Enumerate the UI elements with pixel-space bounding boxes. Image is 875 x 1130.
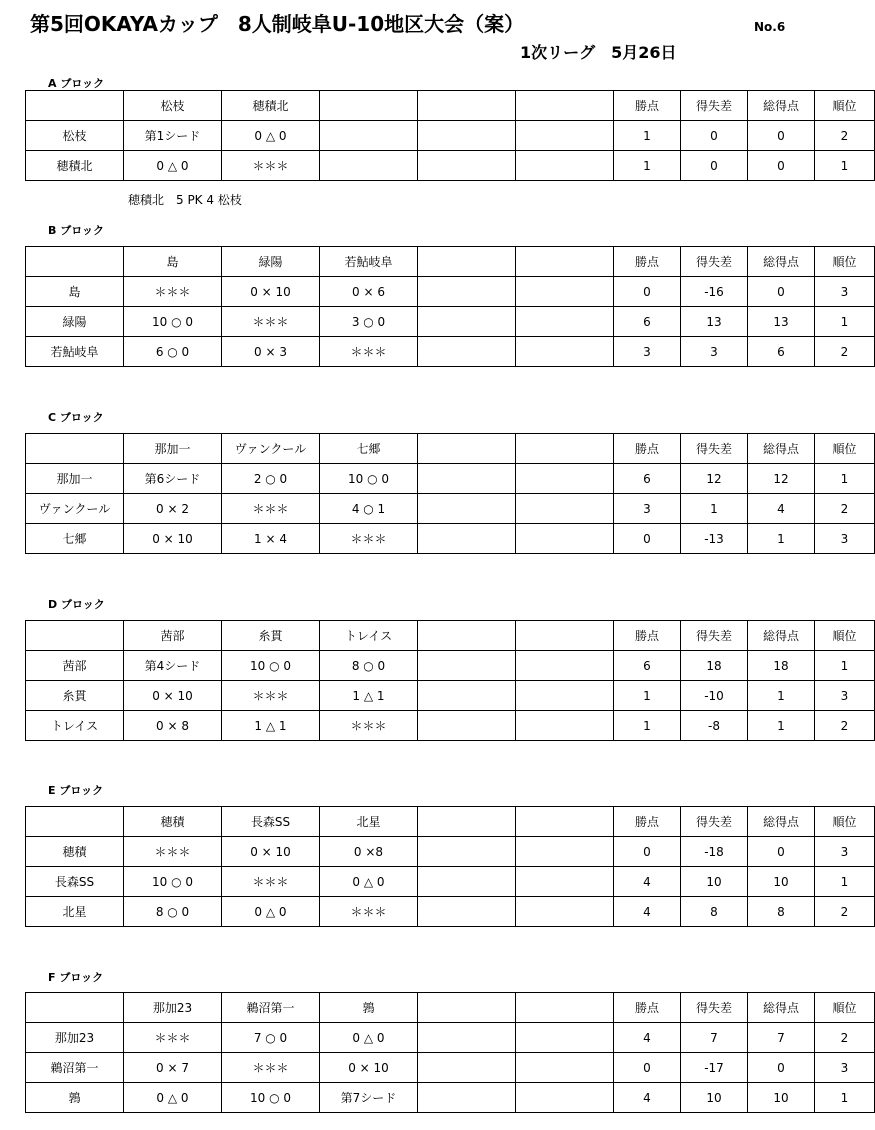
block-e-table [25,806,875,927]
stat-cell: 1 [614,151,681,181]
stat-cell: 3 [681,337,748,367]
column-header-stat: 総得点 [748,621,815,651]
row-team-name: トレイス [26,711,124,741]
empty-cell [516,681,614,711]
empty-cell [418,434,516,464]
table-row [26,897,875,927]
match-result-cell: 10 ○ 0 [124,867,222,897]
row-team-name: 茜部 [26,651,124,681]
page-title: 第5回OKAYAカップ 8人制岐阜U-10地区大会（案） [30,12,525,36]
stat-cell: 1 [815,867,875,897]
table-row [26,867,875,897]
stat-cell: 1 [815,307,875,337]
match-result-cell: 0 ×8 [320,837,418,867]
stat-cell: 0 [681,121,748,151]
block-e-label: E ブロック [48,784,104,797]
match-result-cell: ＊＊＊ [124,837,222,867]
stat-cell: 2 [815,897,875,927]
column-header-stat: 総得点 [748,247,815,277]
match-result-cell: 第6シード [124,464,222,494]
stat-cell: 3 [815,524,875,554]
column-header-stat: 得失差 [681,91,748,121]
match-result-cell: 4 ○ 1 [320,494,418,524]
match-result-cell: 1 △ 1 [320,681,418,711]
stat-cell: 6 [614,651,681,681]
column-header-team: 鶉 [320,993,418,1023]
stat-cell: -10 [681,681,748,711]
match-result-cell: 10 ○ 0 [124,307,222,337]
stat-cell: 1 [748,524,815,554]
match-result-cell: 0 × 10 [124,524,222,554]
empty-cell [320,151,418,181]
empty-cell [418,807,516,837]
stat-cell: 10 [681,1083,748,1113]
stat-cell: 13 [681,307,748,337]
stat-cell: 3 [815,1053,875,1083]
match-result-cell: ＊＊＊ [124,277,222,307]
empty-cell [516,464,614,494]
match-result-cell: 0 × 3 [222,337,320,367]
column-header-stat: 得失差 [681,434,748,464]
stat-cell: 1 [748,711,815,741]
empty-cell [418,464,516,494]
column-header-team: 若鮎岐阜 [320,247,418,277]
stat-cell: 2 [815,337,875,367]
stat-cell: 18 [681,651,748,681]
match-result-cell: 0 × 6 [320,277,418,307]
table-header-row [26,621,875,651]
empty-cell [418,307,516,337]
column-header-team: 穂積 [124,807,222,837]
empty-cell [418,1053,516,1083]
stat-cell: 1 [748,681,815,711]
table-row [26,651,875,681]
column-header-stat: 得失差 [681,621,748,651]
empty-cell [418,524,516,554]
table-row [26,837,875,867]
stat-cell: -18 [681,837,748,867]
match-result-cell: ＊＊＊ [320,524,418,554]
column-header-stat: 勝点 [614,993,681,1023]
row-team-name: 緑陽 [26,307,124,337]
stat-cell: 0 [614,277,681,307]
stat-cell: 1 [815,151,875,181]
table-header-row [26,434,875,464]
table-row [26,464,875,494]
empty-cell [418,621,516,651]
table-row [26,1023,875,1053]
stat-cell: 3 [815,681,875,711]
column-header-stat: 順位 [815,807,875,837]
column-header-stat: 勝点 [614,91,681,121]
row-team-name: 鶉 [26,1083,124,1113]
column-header-stat: 得失差 [681,807,748,837]
empty-cell [418,337,516,367]
stat-cell: 2 [815,494,875,524]
empty-cell [418,1023,516,1053]
match-result-cell: ＊＊＊ [222,681,320,711]
column-header-stat: 勝点 [614,807,681,837]
empty-cell [516,277,614,307]
stat-cell: 10 [748,1083,815,1113]
table-header-row [26,807,875,837]
match-result-cell: 0 △ 0 [222,897,320,927]
column-header-stat: 勝点 [614,247,681,277]
table-row [26,711,875,741]
column-header-team: 糸貫 [222,621,320,651]
stat-cell: 1 [614,711,681,741]
empty-cell [320,121,418,151]
empty-cell [516,337,614,367]
match-result-cell: ＊＊＊ [222,494,320,524]
stat-cell: 2 [815,121,875,151]
match-result-cell: 7 ○ 0 [222,1023,320,1053]
column-header-team: 松枝 [124,91,222,121]
empty-cell [516,621,614,651]
column-header-team: トレイス [320,621,418,651]
stat-cell: 0 [748,837,815,867]
stat-cell: 7 [748,1023,815,1053]
block-d-label: D ブロック [48,598,105,611]
match-result-cell: 0 △ 0 [124,1083,222,1113]
stat-cell: 6 [614,464,681,494]
column-header-stat: 順位 [815,247,875,277]
stat-cell: 13 [748,307,815,337]
empty-cell [418,121,516,151]
column-header-stat: 順位 [815,621,875,651]
empty-cell [516,1023,614,1053]
empty-cell [516,151,614,181]
stat-cell: 0 [614,837,681,867]
block-f-table [25,992,875,1113]
table-header-row [26,993,875,1023]
stat-cell: 1 [681,494,748,524]
column-header-team: ヴァンクール [222,434,320,464]
stat-cell: 3 [614,337,681,367]
column-header-team: 茜部 [124,621,222,651]
empty-cell [418,867,516,897]
column-header-team: 那加23 [124,993,222,1023]
column-header-team: 島 [124,247,222,277]
stat-cell: 1 [815,651,875,681]
match-result-cell: 10 ○ 0 [320,464,418,494]
stat-cell: 3 [815,837,875,867]
stat-cell: 4 [748,494,815,524]
corner-cell [26,247,124,277]
stat-cell: 0 [614,1053,681,1083]
empty-cell [418,993,516,1023]
row-team-name: 糸貫 [26,681,124,711]
match-result-cell: ＊＊＊ [222,151,320,181]
empty-cell [418,277,516,307]
column-header-stat: 総得点 [748,807,815,837]
table-row [26,1053,875,1083]
empty-cell [516,711,614,741]
match-result-cell: ＊＊＊ [320,337,418,367]
stat-cell: 1 [614,121,681,151]
stat-cell: 0 [748,121,815,151]
match-result-cell: 0 △ 0 [320,1023,418,1053]
match-result-cell: 0 × 10 [124,681,222,711]
match-result-cell: ＊＊＊ [222,867,320,897]
match-result-cell: 0 × 10 [222,837,320,867]
empty-cell [516,247,614,277]
empty-cell [418,681,516,711]
column-header-stat: 順位 [815,91,875,121]
stat-cell: 0 [748,1053,815,1083]
match-result-cell: ＊＊＊ [320,711,418,741]
empty-cell [516,1083,614,1113]
table-row [26,1083,875,1113]
stat-cell: -17 [681,1053,748,1083]
block-a-note: 穂積北 5 PK 4 松枝 [128,193,242,207]
empty-cell [516,993,614,1023]
row-team-name: 松枝 [26,121,124,151]
stat-cell: 10 [748,867,815,897]
match-result-cell: 第1シード [124,121,222,151]
column-header-team: 緑陽 [222,247,320,277]
empty-cell [516,494,614,524]
stat-cell: 8 [681,897,748,927]
column-header-stat: 順位 [815,434,875,464]
match-result-cell: ＊＊＊ [320,897,418,927]
table-row [26,494,875,524]
block-b-label: B ブロック [48,224,104,237]
match-result-cell: 第4シード [124,651,222,681]
stat-cell: -8 [681,711,748,741]
block-b-table [25,246,875,367]
column-header-stat: 得失差 [681,993,748,1023]
stat-cell: 18 [748,651,815,681]
stat-cell: 2 [815,711,875,741]
row-team-name: 那加一 [26,464,124,494]
stat-cell: 0 [614,524,681,554]
column-header-stat: 総得点 [748,993,815,1023]
empty-cell [516,897,614,927]
block-d-table [25,620,875,741]
match-result-cell: 8 ○ 0 [320,651,418,681]
row-team-name: 那加23 [26,1023,124,1053]
stat-cell: 4 [614,867,681,897]
corner-cell [26,807,124,837]
stat-cell: 6 [748,337,815,367]
empty-cell [516,837,614,867]
table-header-row [26,91,875,121]
block-c-label: C ブロック [48,411,104,424]
corner-cell [26,434,124,464]
row-team-name: 七郷 [26,524,124,554]
stat-cell: 4 [614,897,681,927]
match-result-cell: 10 ○ 0 [222,1083,320,1113]
stat-cell: 12 [748,464,815,494]
stat-cell: -13 [681,524,748,554]
stat-cell: 2 [815,1023,875,1053]
row-team-name: ヴァンクール [26,494,124,524]
empty-cell [516,434,614,464]
empty-cell [418,91,516,121]
stat-cell: 10 [681,867,748,897]
empty-cell [320,91,418,121]
match-result-cell: 3 ○ 0 [320,307,418,337]
row-team-name: 穂積北 [26,151,124,181]
stat-cell: 4 [614,1083,681,1113]
row-team-name: 鵜沼第一 [26,1053,124,1083]
match-result-cell: ＊＊＊ [124,1023,222,1053]
stat-cell: 0 [748,277,815,307]
table-row [26,337,875,367]
empty-cell [516,91,614,121]
empty-cell [516,807,614,837]
match-result-cell: 0 × 2 [124,494,222,524]
page-subtitle: 1次リーグ 5月26日 [520,43,677,62]
stat-cell: 4 [614,1023,681,1053]
match-result-cell: 0 × 7 [124,1053,222,1083]
stat-cell: 1 [815,1083,875,1113]
stat-cell: 7 [681,1023,748,1053]
stat-cell: 8 [748,897,815,927]
match-result-cell: 2 ○ 0 [222,464,320,494]
empty-cell [516,524,614,554]
match-result-cell: 8 ○ 0 [124,897,222,927]
row-team-name: 北星 [26,897,124,927]
table-row [26,121,875,151]
column-header-team: 北星 [320,807,418,837]
empty-cell [418,151,516,181]
empty-cell [418,897,516,927]
block-f-label: F ブロック [48,971,104,984]
stat-cell: 0 [748,151,815,181]
match-result-cell: ＊＊＊ [222,307,320,337]
empty-cell [418,494,516,524]
row-team-name: 穂積 [26,837,124,867]
column-header-team: 鵜沼第一 [222,993,320,1023]
match-result-cell: 第7シード [320,1083,418,1113]
stat-cell: 3 [815,277,875,307]
empty-cell [516,1053,614,1083]
stat-cell: 6 [614,307,681,337]
column-header-team: 那加一 [124,434,222,464]
empty-cell [516,867,614,897]
block-a-table [25,90,875,181]
match-result-cell: 0 × 10 [222,277,320,307]
match-result-cell: 1 △ 1 [222,711,320,741]
stat-cell: 3 [614,494,681,524]
match-result-cell: 0 × 8 [124,711,222,741]
stat-cell: -16 [681,277,748,307]
empty-cell [418,651,516,681]
row-team-name: 島 [26,277,124,307]
block-c-table [25,433,875,554]
empty-cell [516,307,614,337]
column-header-stat: 総得点 [748,91,815,121]
match-result-cell: 0 △ 0 [320,867,418,897]
column-header-stat: 得失差 [681,247,748,277]
stat-cell: 12 [681,464,748,494]
stat-cell: 0 [681,151,748,181]
empty-cell [418,1083,516,1113]
stat-cell: 1 [815,464,875,494]
empty-cell [516,651,614,681]
table-row [26,681,875,711]
table-header-row [26,247,875,277]
table-row [26,277,875,307]
block-a-label: A ブロック [48,77,105,90]
column-header-team: 七郷 [320,434,418,464]
table-row [26,524,875,554]
table-row [26,151,875,181]
empty-cell [418,837,516,867]
match-result-cell: 0 △ 0 [222,121,320,151]
column-header-team: 穂積北 [222,91,320,121]
empty-cell [418,711,516,741]
column-header-team: 長森SS [222,807,320,837]
table-row [26,307,875,337]
match-result-cell: ＊＊＊ [222,1053,320,1083]
match-result-cell: 1 × 4 [222,524,320,554]
column-header-stat: 順位 [815,993,875,1023]
empty-cell [418,247,516,277]
column-header-stat: 勝点 [614,434,681,464]
column-header-stat: 総得点 [748,434,815,464]
stat-cell: 1 [614,681,681,711]
row-team-name: 若鮎岐阜 [26,337,124,367]
corner-cell [26,621,124,651]
match-result-cell: 6 ○ 0 [124,337,222,367]
match-result-cell: 10 ○ 0 [222,651,320,681]
page-number: No.6 [754,20,786,34]
column-header-stat: 勝点 [614,621,681,651]
empty-cell [516,121,614,151]
corner-cell [26,91,124,121]
row-team-name: 長森SS [26,867,124,897]
match-result-cell: 0 × 10 [320,1053,418,1083]
corner-cell [26,993,124,1023]
match-result-cell: 0 △ 0 [124,151,222,181]
